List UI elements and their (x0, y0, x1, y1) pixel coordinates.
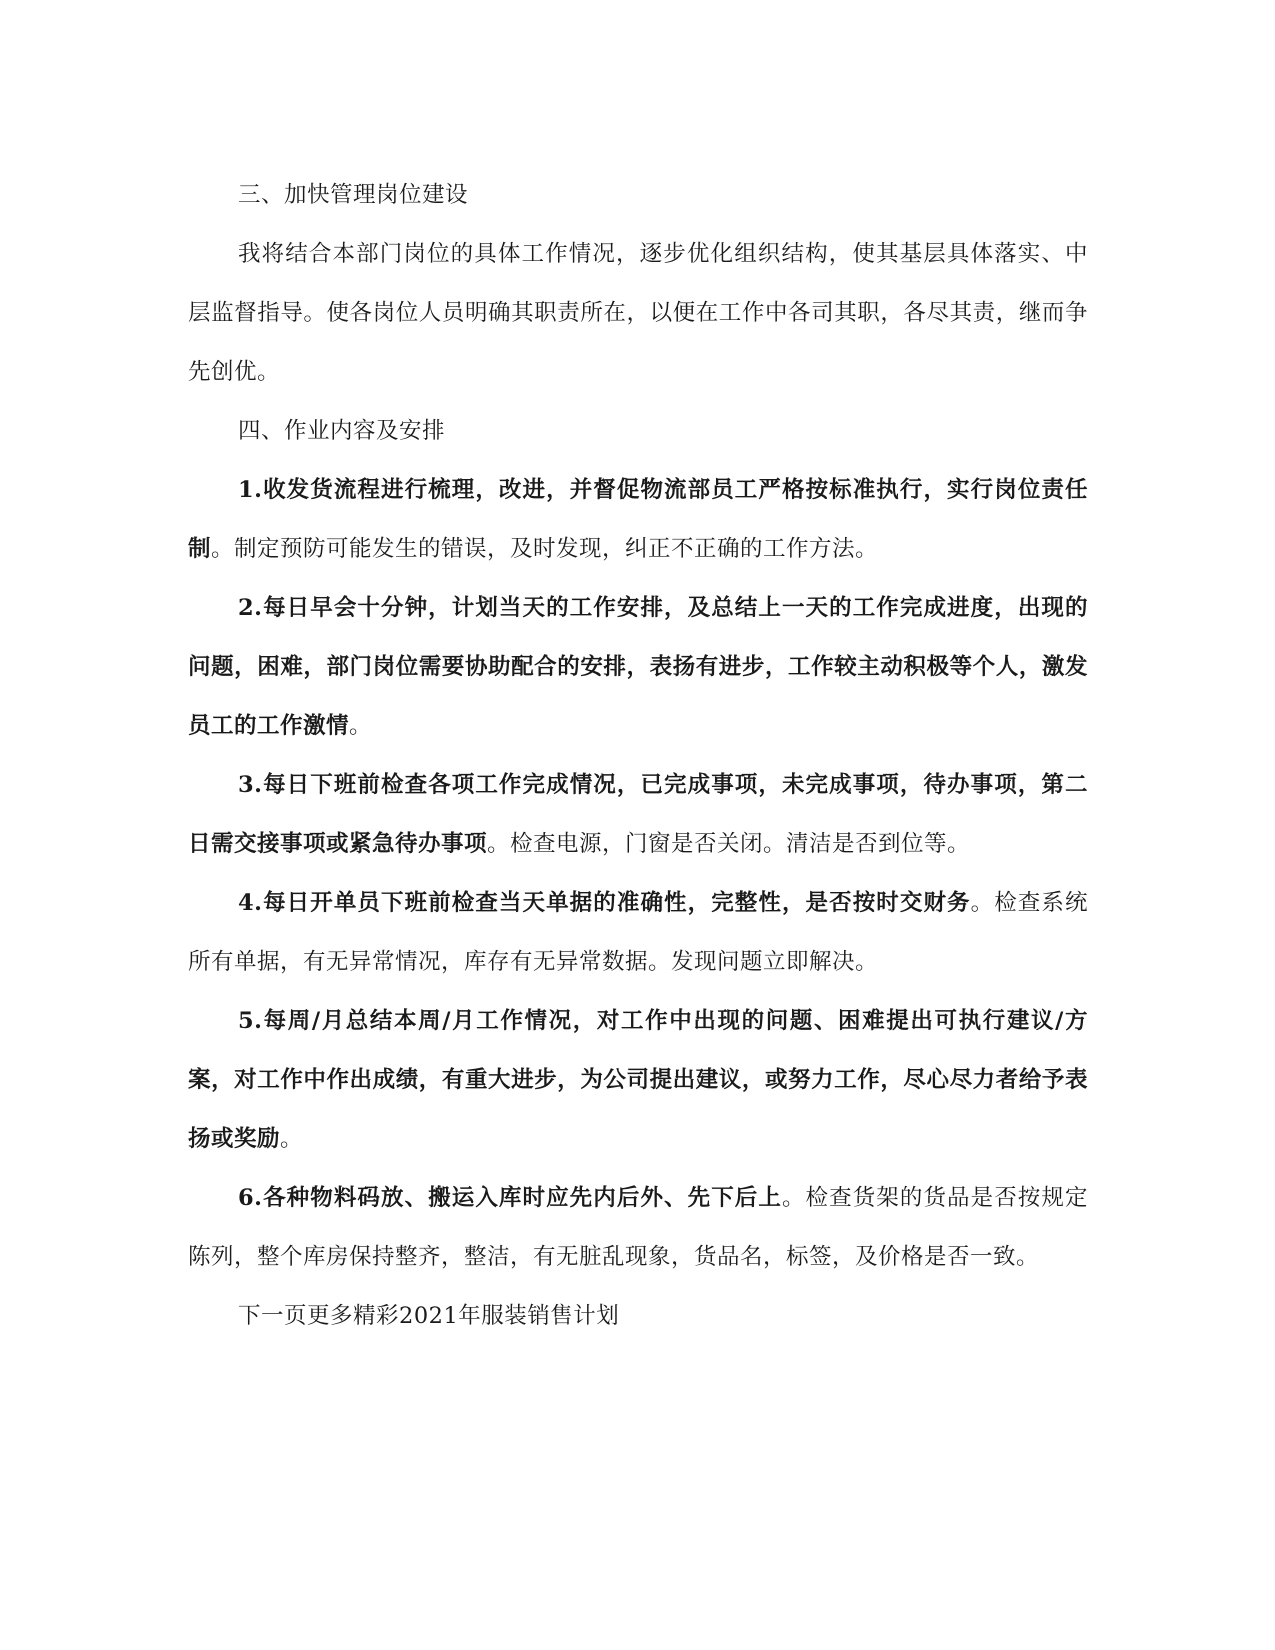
list-item-text: 。检查电源，门窗是否关闭。清洁是否到位等。 (487, 831, 971, 857)
paragraph-text: 我将结合本部门岗位的具体工作情况，逐步优化组织结构，使其基层具体落实、中层监督指导。使各岗位人员明确其职责所在，以便在工作中各司其职，各尽其责，继而争先创优。 (188, 241, 1088, 385)
list-item-2 (188, 579, 1088, 756)
list-item-text: 。检查货架的货品是否按规定陈列，整个库房保持整齐，整洁，有无脏乱现象，货品名，标签，及价格是否一致。 (188, 1185, 1088, 1270)
paragraph-text: 下一页更多精彩2021年服装销售计划 (238, 1303, 620, 1329)
list-item-1 (188, 461, 1088, 579)
paragraph-management-construction (188, 225, 1088, 402)
paragraph-text: 四、作业内容及安排 (238, 418, 446, 444)
section-heading-3 (188, 166, 1088, 225)
list-item-text: 。 (349, 713, 373, 739)
list-item-bold-text: 4.每日开单员下班前检查当天单据的准确性，完整性，是否按时交财务 (238, 890, 971, 916)
list-item-bold-text: 6.各种物料码放、搬运入库时应先内后外、先下后上 (238, 1185, 782, 1211)
list-item-bold-text: 5.每周/月总结本周/月工作情况，对工作中出现的问题、困难提出可执行建议/方案，对工作中作出成绩，有重大进步，为公司提出建议，或努力工作，尽心尽力者给予表扬或奖励 (188, 1008, 1088, 1152)
document-body (188, 166, 1088, 1346)
list-item-bold-text: 2.每日早会十分钟，计划当天的工作安排，及总结上一天的工作完成进度，出现的问题，困难，部门岗位需要协助配合的安排，表扬有进步，工作较主动积极等个人，激发员工的工作激情 (188, 595, 1088, 739)
list-item-4 (188, 874, 1088, 992)
section-heading-4 (188, 402, 1088, 461)
list-item-5 (188, 992, 1088, 1169)
list-item-6 (188, 1169, 1088, 1287)
list-item-text: 。 (280, 1126, 304, 1152)
list-item-text: 。制定预防可能发生的错误，及时发现，纠正不正确的工作方法。 (211, 536, 879, 562)
list-item-3 (188, 756, 1088, 874)
list-item-bold-text: 1.收发货流程进行梳理，改进，并督促物流部员工严格按标准执行，实行岗位责任制 (188, 477, 1088, 562)
list-item-text: 。检查系统所有单据，有无异常情况，库存有无异常数据。发现问题立即解决。 (188, 890, 1088, 975)
paragraph-text: 三、加快管理岗位建设 (238, 182, 469, 208)
next-page-link-text (188, 1287, 1088, 1346)
list-item-bold-text: 3.每日下班前检查各项工作完成情况，已完成事项，未完成事项，待办事项，第二日需交接事项或紧急待办事项 (188, 772, 1088, 857)
